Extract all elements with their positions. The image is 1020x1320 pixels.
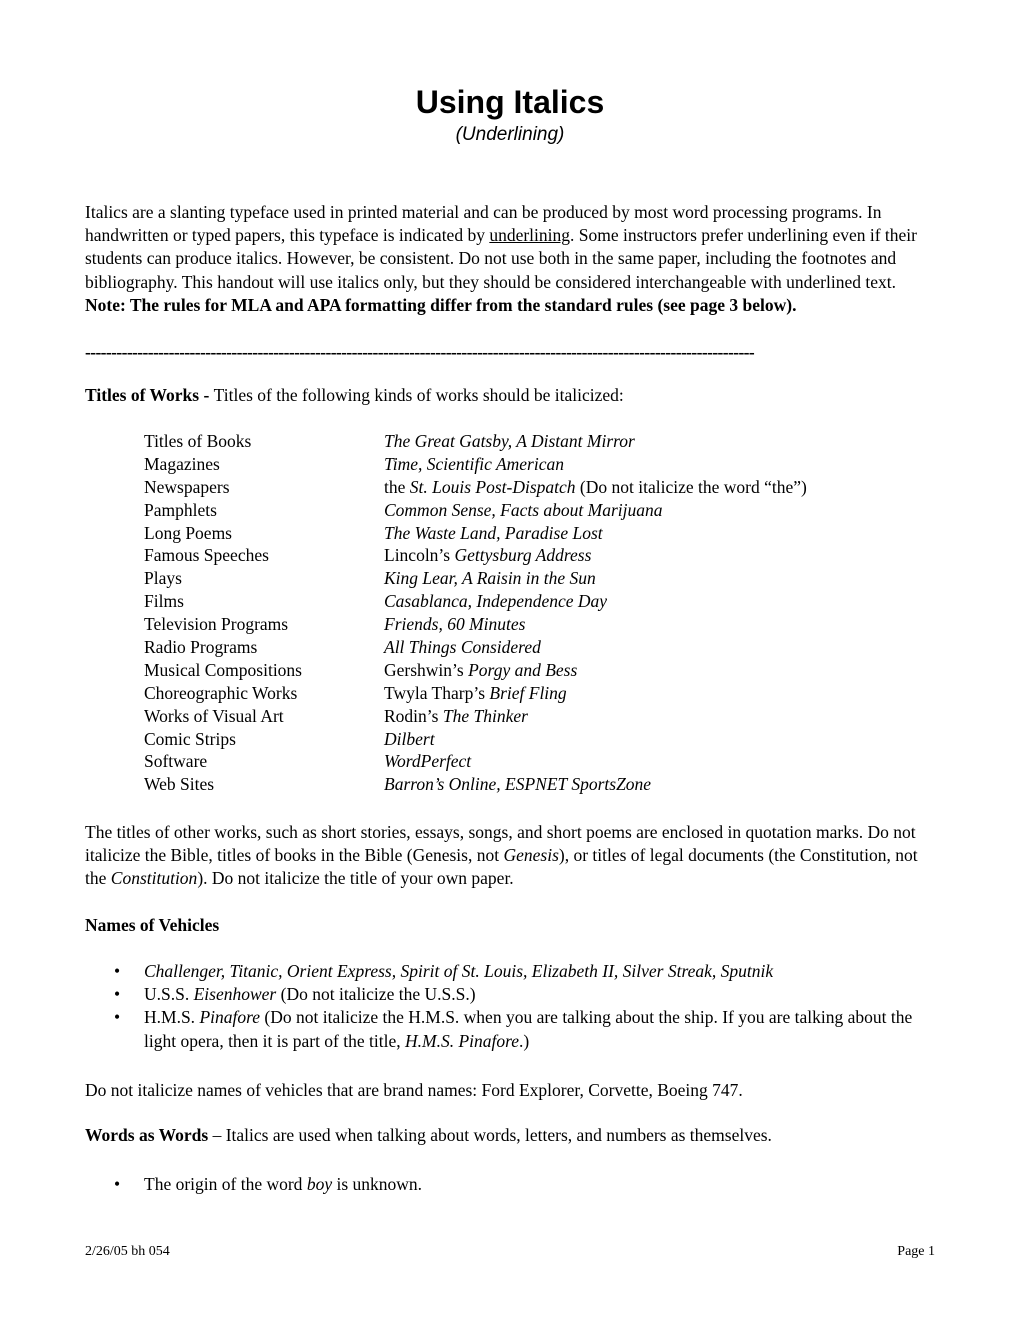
intro-text-1: Italics are a slanting typeface used in printed material and can be produced by most word processing programs. In handwritten or typed papers, this typeface is indicated by [85,202,882,246]
work-kind: Newspapers [144,476,230,497]
page-title: Using Italics [415,84,605,120]
list-item [144,682,944,705]
item-text: U.S.S. [144,984,194,1005]
example-title: St. Louis Post-Dispatch [409,476,576,497]
list-item [144,430,944,453]
other-works-ital-2: Constitution [110,868,198,889]
example-title: All Things Considered [384,637,541,658]
list-item [85,1006,935,1052]
work-kind: Musical Compositions [144,659,302,680]
work-example [384,590,944,613]
list-item [144,636,944,659]
other-works-text-2: ), or titles of legal documents (the Constitution, not the [85,845,918,889]
bullet-icon: • [114,961,121,981]
work-example [384,567,944,590]
work-kind: Titles of Books [144,431,252,451]
example-title: Friends, 60 Minutes [384,614,526,635]
example-title: Common Sense, Facts about Marijuana [384,499,663,520]
item-text: (Do not italicize the U.S.S.) [276,984,476,1005]
item-ital: H.M.S. Pinafore [404,1030,520,1051]
words-list [85,1173,935,1196]
intro-note: Note: The rules for MLA and APA formatting differ from the standard rules (see page 3 below). [85,294,797,315]
work-example [384,430,944,453]
intro-text-2: . Some instructors prefer underlining even if their students can produce italics. However, be consistent. Do not use both in the same paper, including the footnotes and bibliography. This handout will use italics only, but they should be considered interchangeable with underlined text. [85,225,917,292]
work-example [384,522,944,545]
example-prefix: Lincoln’s [384,545,455,566]
work-example [384,773,944,796]
list-item [144,544,944,567]
vehicles-heading-line [85,914,935,937]
example-title: WordPerfect [384,751,472,772]
work-example [384,636,944,659]
work-kind: Web Sites [144,774,215,795]
list-item [144,590,944,613]
page-footer [85,1244,935,1260]
list-item [144,499,944,522]
work-example [384,659,944,682]
item-ital: Pinafore [199,1007,261,1028]
list-item [144,567,944,590]
example-prefix: the [384,476,410,497]
other-works-paragraph [85,821,935,891]
work-kind: Pamphlets [144,499,217,520]
list-item [144,659,944,682]
section-divider: -------------------------------------------------------------------------------------------------------------------------------- [85,342,755,362]
example-title: Casablanca, Independence Day [384,591,608,612]
item-text: .) [519,1030,530,1051]
item-ital: boy [306,1174,333,1194]
work-example [384,613,944,636]
work-kind: Magazines [144,453,220,474]
work-example [384,453,944,476]
example-title: Brief Fling [489,682,567,703]
example-title: Dilbert [384,728,435,749]
other-works-text-3: ). Do not italicize the title of your own paper. [197,868,514,889]
work-kind: Television Programs [144,614,289,635]
list-item [85,983,935,1006]
list-item [144,773,944,796]
list-item [85,1173,935,1196]
work-kind: Choreographic Works [144,682,298,703]
titles-text: Titles of the following kinds of works should be italicized: [213,385,624,405]
underlined-word: underlining [489,225,571,246]
bullet-icon: • [114,1174,121,1194]
example-title: The Thinker [442,705,528,726]
list-item [144,476,944,499]
work-kind: Famous Speeches [144,545,269,566]
titles-list [144,430,944,796]
item-text: The origin of the word [144,1174,307,1194]
list-item [144,453,944,476]
work-kind: Plays [144,568,182,589]
page-subtitle: (Underlining) [455,124,565,145]
footer-date: 2/26/05 bh 054 [85,1244,170,1259]
vehicle-names: Challenger, Titanic, Orient Express, Spirit of St. Louis, Elizabeth II, Silver Streak, Sputnik [144,961,774,981]
brand-note: Do not italicize names of vehicles that are brand names: Ford Explorer, Corvette, Boeing 747. [85,1080,743,1100]
item-text: H.M.S. [144,1007,200,1028]
example-title: The Great Gatsby, A Distant Mirror [384,431,635,451]
work-example [384,705,944,728]
other-works-text-1: The titles of other works, such as short stories, essays, songs, and short poems are enclosed in quotation marks. Do not italicize the Bible, titles of books in the Bible (Genesis, not [85,822,916,866]
work-kind: Works of Visual Art [144,705,284,726]
work-example [384,682,944,705]
work-kind: Long Poems [144,522,232,543]
example-prefix: Rodin’s [384,705,443,726]
example-prefix: Gershwin’s [384,659,469,680]
list-item [144,705,944,728]
work-example [384,476,944,499]
bullet-icon: • [114,984,121,1005]
item-text: is unknown. [332,1174,423,1194]
vehicles-heading: Names of Vehicles [85,915,220,935]
example-title: Time, Scientific American [384,453,564,474]
words-text: – Italics are used when talking about words, letters, and numbers as themselves. [208,1125,772,1145]
other-works-ital-1: Genesis [503,845,559,866]
work-kind: Films [144,591,184,612]
work-kind: Comic Strips [144,728,236,749]
list-item [144,522,944,545]
work-example [384,499,944,522]
words-heading: Words as Words [85,1125,209,1145]
list-item [144,613,944,636]
intro-paragraph [85,201,935,317]
titles-intro [85,384,935,407]
example-title: Barron’s Online, ESPNET SportsZone [384,774,652,795]
list-item [144,750,944,773]
example-prefix: Twyla Tharp’s [384,682,490,703]
example-title: Porgy and Bess [468,659,578,680]
list-item [144,728,944,751]
list-item [85,960,935,983]
work-example [384,544,944,567]
page-number: Page 1 [897,1244,935,1259]
titles-heading: Titles of Works - [85,385,214,405]
example-title: The Waste Land, Paradise Lost [384,522,603,543]
example-title: King Lear, A Raisin in the Sun [384,568,596,589]
work-kind: Radio Programs [144,637,258,658]
words-paragraph [85,1124,935,1147]
work-example [384,750,944,773]
vehicles-list [85,960,935,1053]
work-kind: Software [144,751,208,772]
example-suffix: (Do not italicize the word “the”) [575,476,807,497]
item-ital: Eisenhower [193,984,277,1005]
item-text: (Do not italicize the H.M.S. when you are talking about the ship. If you are talking about the light opera, then it is part of the title, [144,1007,913,1051]
work-example [384,728,944,751]
bullet-icon: • [114,1007,121,1028]
example-title: Gettysburg Address [454,545,592,566]
